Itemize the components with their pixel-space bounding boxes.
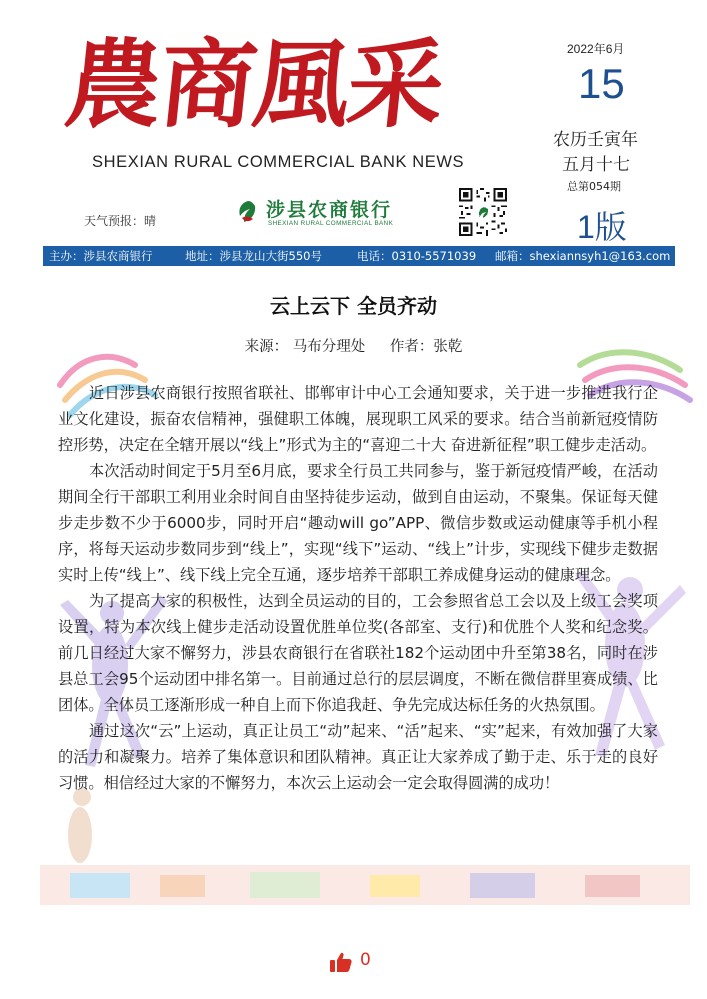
issue-number: 总第054期 bbox=[567, 180, 621, 193]
thumbs-up-icon bbox=[330, 952, 352, 972]
weather-forecast: 天气预报：晴 bbox=[84, 214, 157, 228]
article-source: 来源： 马布分理处 bbox=[244, 339, 366, 355]
qr-code-icon bbox=[459, 188, 507, 236]
bank-logo bbox=[234, 195, 409, 230]
lunar-year: 农历壬寅年 bbox=[553, 130, 638, 150]
like-count: 0 bbox=[360, 950, 371, 970]
article-paragraph: 本次活动时间定于5月至6月底，要求全行员工共同参与，鉴于新冠疫情严峻，在活动期间全行干部职工利用业余时间自由坚持徒步运动，做到自由运动，不聚集。保证每天健步走步数不少于6000步，同时开启“趣动will go”APP、微信步数或运动健康等手机小程序，将每天运动步数同步到“线上”，实现“线下”运动、“线上”计步，实现线下健步走数据实时上传“线上”、线下线上完全互通，逐步培养干部职工养成健身运动的健康理念。 bbox=[58, 462, 658, 584]
article-paragraph: 为了提高大家的积极性，达到全员运动的目的，工会参照省总工会以及上级工会奖项设置，特为本次线上健步走活动设置优胜单位奖(各部室、支行)和优胜个人奖和纪念奖。前几日经过大家不懈努力，涉县农商银行在省联社182个运动团中升至第38名，同时在涉县总工会95个运动团中排名第一。目前通过总行的层层调度，不断在微信群里赛成绩、比团体。全体员工逐渐形成一种自上而下你追我赶、争先完成达标任务的火热氛围。 bbox=[58, 592, 658, 714]
email-info[interactable]: 邮箱：shexiannsyh1@163.com bbox=[495, 249, 671, 263]
issue-date: 2022年6月 bbox=[567, 42, 625, 56]
lunar-day: 五月十七 bbox=[562, 155, 630, 175]
issue-day: 15 bbox=[578, 60, 625, 107]
bank-logo-icon bbox=[234, 198, 262, 226]
article-byline bbox=[0, 335, 707, 356]
sponsor-info: 主办：涉县农商银行 bbox=[49, 249, 153, 263]
article-paragraph: 近日涉县农商银行按照省联社、邯郸审计中心工会通知要求，关于进一步推进我行企业文化建设，振奋农信精神，强健职工体魄，展现职工风采的要求。结合当前新冠疫情防控形势，决定在全辖开展以“线上”形式为主的“喜迎二十大 奋进新征程”职工健步走活动。 bbox=[58, 384, 658, 454]
article-title: 云上云下 全员齐动 bbox=[270, 294, 437, 318]
info-bar bbox=[43, 246, 675, 266]
address-info: 地址：涉县龙山大街550号 bbox=[185, 249, 322, 263]
phone-info: 电话：0310-5571039 bbox=[357, 249, 477, 263]
bank-name-english: SHEXIAN RURAL COMMERCIAL BANK bbox=[268, 220, 394, 227]
masthead bbox=[0, 0, 707, 245]
bank-name: 涉县农商银行 bbox=[266, 199, 393, 221]
article-paragraph: 通过这次“云”上运动，真正让员工“动”起来、“活”起来、“实”起来，有效加强了大家的活力和凝聚力。培养了集体意识和团队精神。真正让大家养成了勤于走、乐于走的良好习惯。相信经过大家的不懈努力，本次云上运动会一定会取得圆满的成功！ bbox=[58, 722, 658, 792]
newspaper-title: 農商風采 bbox=[60, 28, 448, 141]
newspaper-subtitle: SHEXIAN RURAL COMMERCIAL BANK NEWS bbox=[92, 153, 465, 171]
article-body bbox=[58, 380, 658, 796]
article-author: 作者：张乾 bbox=[389, 339, 463, 355]
page-number: 1版 bbox=[577, 209, 627, 245]
